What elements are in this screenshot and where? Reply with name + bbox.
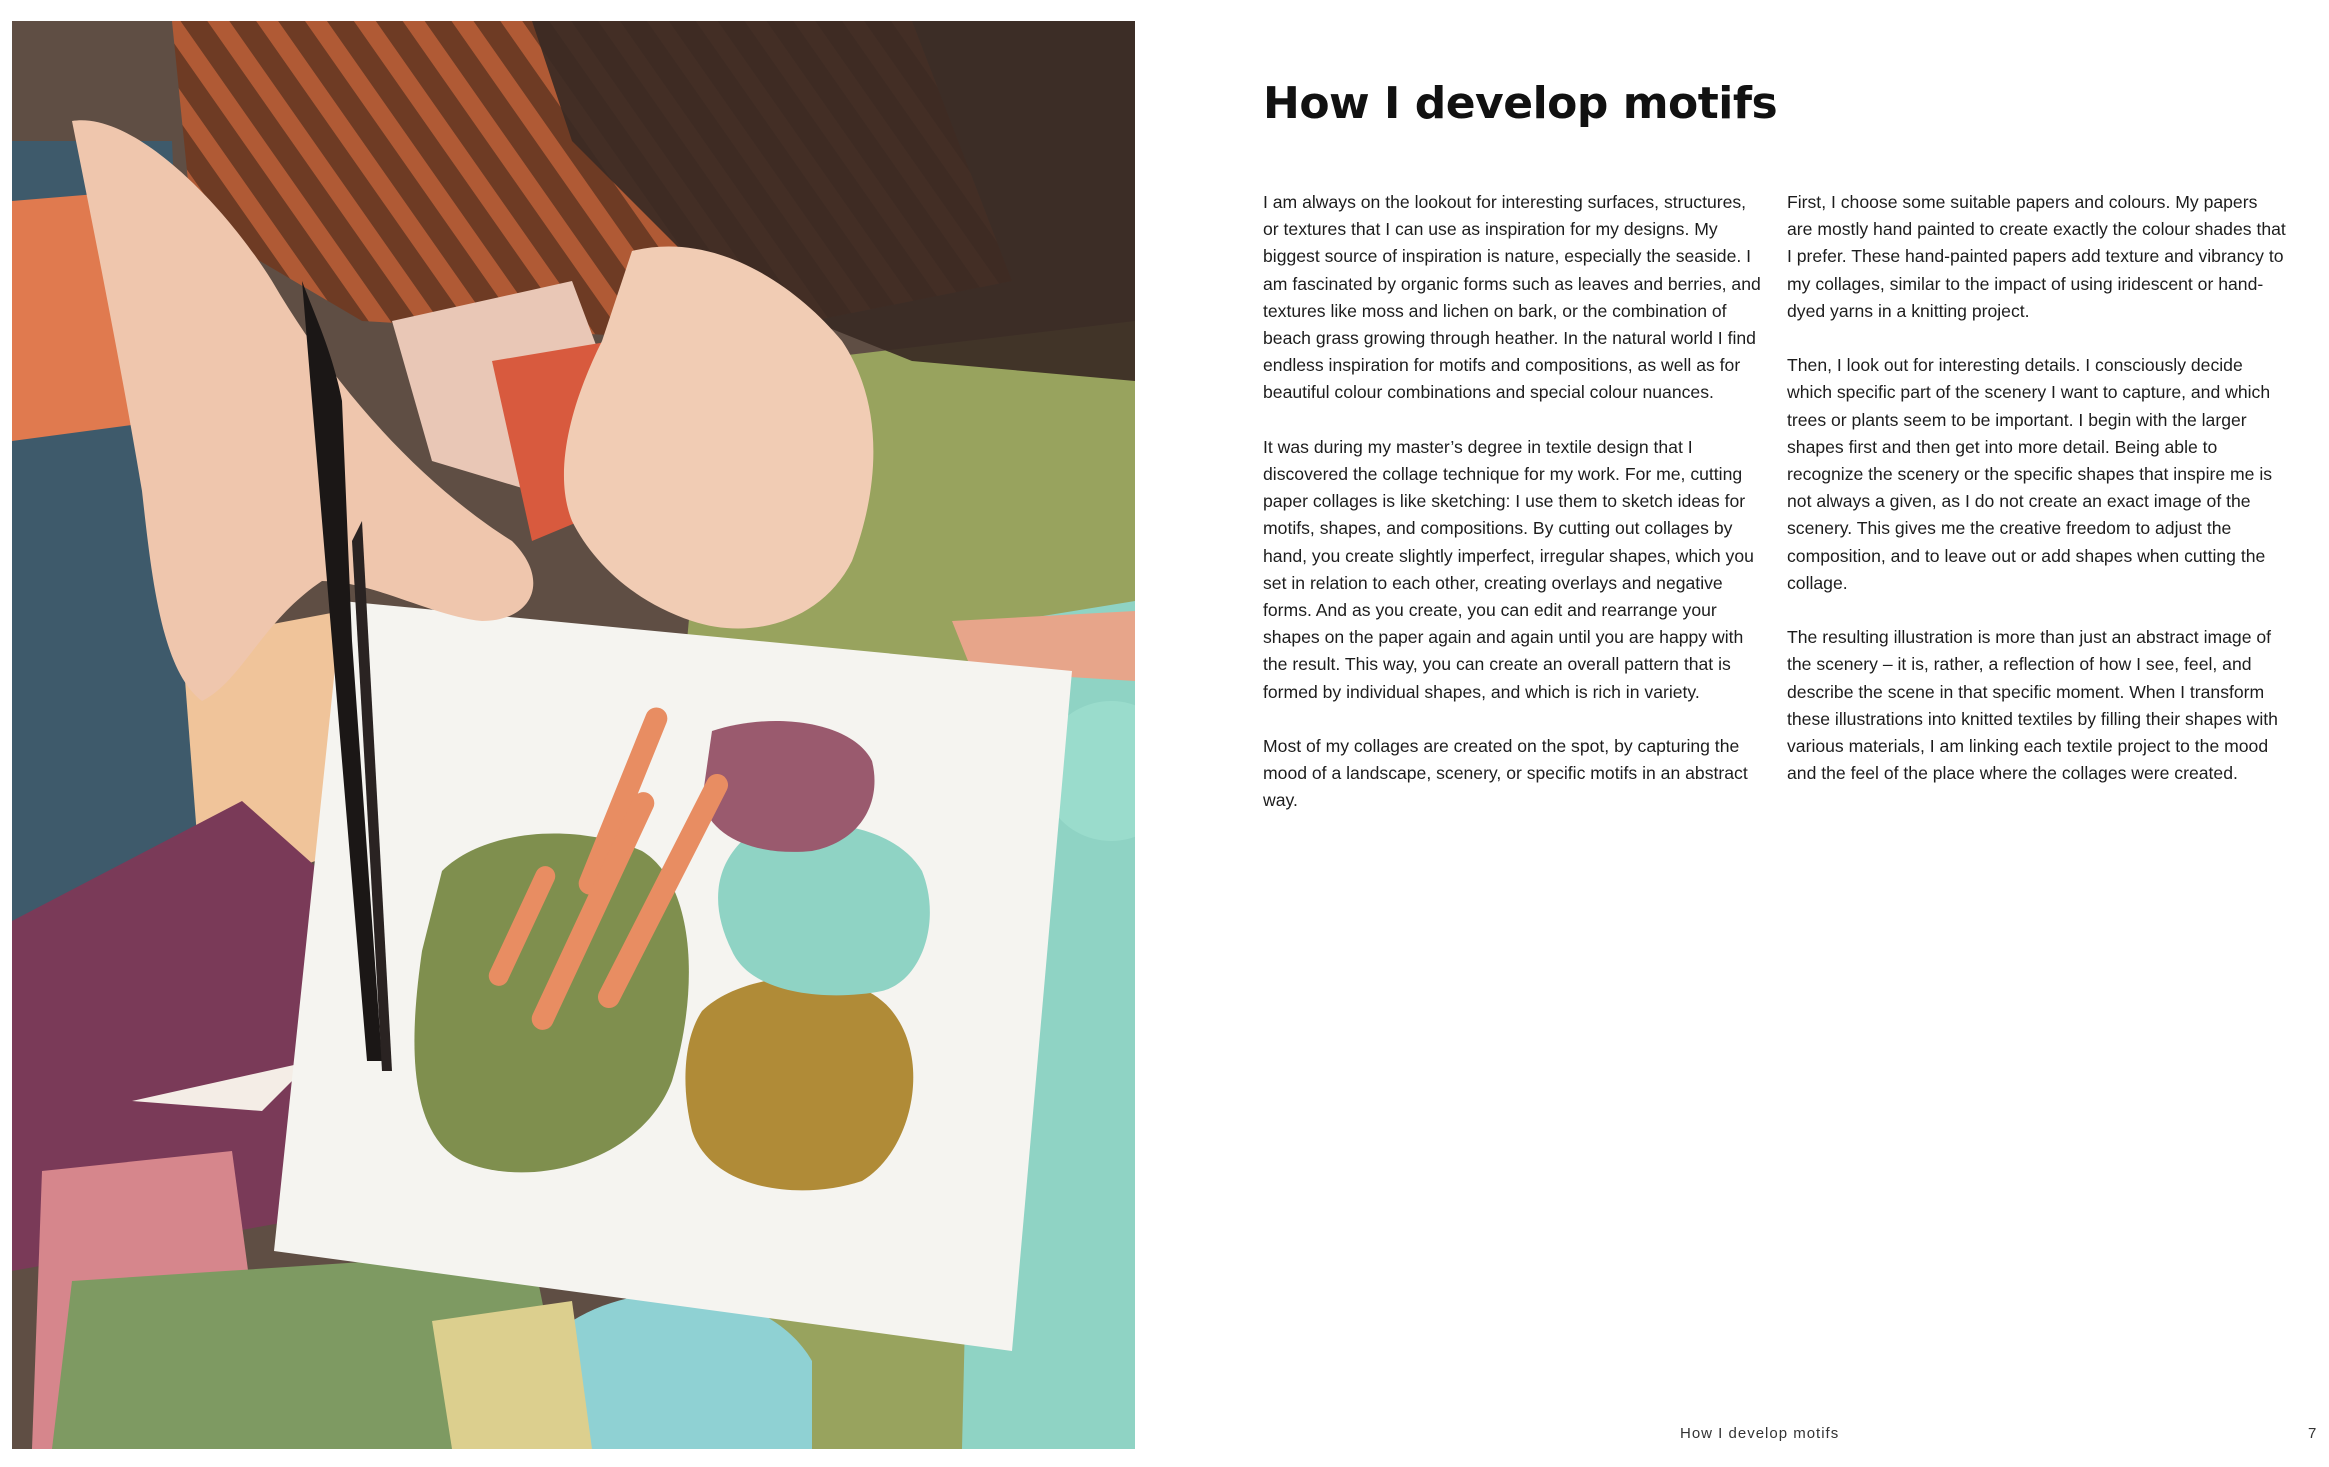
collage-photo <box>12 21 1135 1449</box>
collage-photo-illustration <box>12 21 1135 1449</box>
running-footer: How I develop motifs <box>1680 1425 1840 1442</box>
paragraph: I am always on the lookout for interesting surfaces, structures, or textures that I can use as inspiration for my designs. My biggest source of inspiration is nature, especially the seaside. I am fascinated by organic forms such as leaves and berries, and textures like moss and lichen on bark, or the combination of beach grass growing through heather. In the natural world I find endless inspiration for motifs and compositions, as well as for beautiful colour combinations and special colour nuances. <box>1263 192 1761 403</box>
text-column-left <box>1263 189 1763 842</box>
page-title: How I develop motifs <box>1263 78 1778 129</box>
paragraph: Most of my collages are created on the spot, by capturing the mood of a landscape, scenery, or specific motifs in an abstract way. <box>1263 736 1748 811</box>
paragraph: It was during my master’s degree in textile design that I discovered the collage technique for my work. For me, cutting paper collages is like sketching: I use them to sketch ideas for motifs, shapes, and compositions. By cutting out collages by hand, you create slightly imperfect, irregular shapes, which you set in relation to each other, creating overlays and negative forms. And as you create, you can edit and rearrange your shapes on the paper again and again until you are happy with the result. This way, you can create an overall pattern that is formed by individual shapes, and which is rich in variety. <box>1263 436 1754 702</box>
paragraph: First, I choose some suitable papers and colours. My papers are mostly hand painted to create exactly the colour shades that I prefer. These hand-painted papers add texture and vibrancy to my collages, similar to the impact of using iridescent or hand-dyed yarns in a knitting project. <box>1787 192 2286 321</box>
text-column-right <box>1787 189 2287 815</box>
page-number: 7 <box>2308 1425 2317 1442</box>
paragraph: Then, I look out for interesting details. I consciously decide which specific part of the scenery I want to capture, and which trees or plants seem to be important. I begin with the larger shapes first and then get into more detail. Being able to recognize the scenery or the specific shapes that inspire me is not always a given, as I do not create an exact image of the scenery. This gives me the creative freedom to adjust the composition, and to leave out or add shapes when cutting the collage. <box>1787 355 2273 593</box>
paragraph: The resulting illustration is more than just an abstract image of the scenery – it is, rather, a reflection of how I see, feel, and describe the scene in that specific moment. When I transform these illustrations into knitted textiles by filling their shapes with various materials, I am linking each textile project to the mood and the feel of the place where the collages were created. <box>1787 627 2278 784</box>
